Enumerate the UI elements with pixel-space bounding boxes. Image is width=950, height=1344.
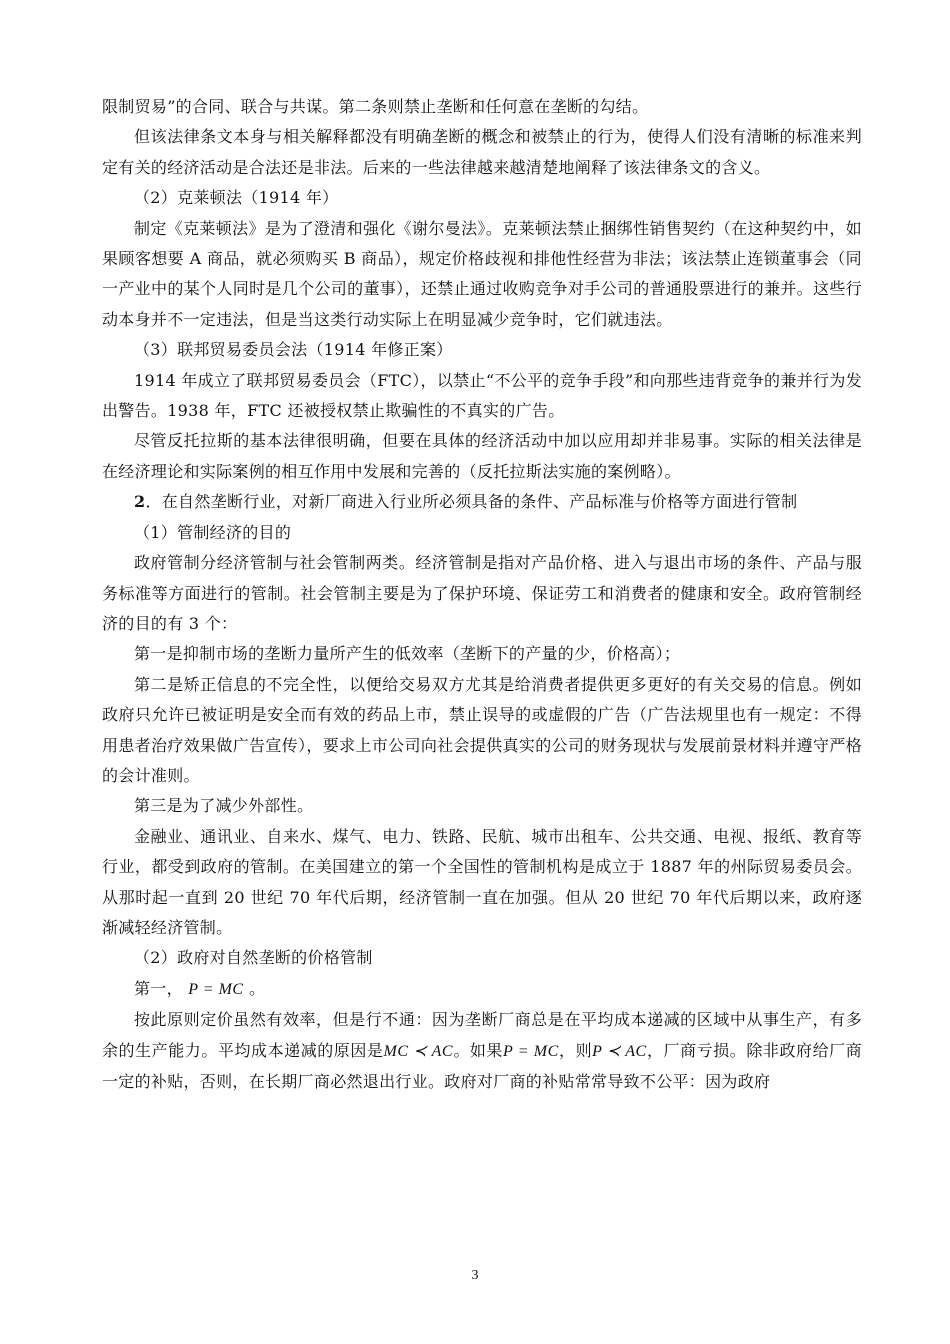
paragraph-ftc: 1914 年成立了联邦贸易委员会（FTC），以禁止“不公平的竞争手段”和向那些违背竞争的兼并行为发出警告。1938 年，FTC 还被授权禁止欺骗性的不真实的广告。 xyxy=(102,370,862,421)
page-number: 3 xyxy=(471,1268,479,1283)
explanation-text-4: ，厂商亏损。除非政府给厂商一定的补贴，否则，在长期厂商必然退出行业。政府对厂商的补贴常常导致不公平：因为政府 xyxy=(102,1040,862,1091)
paragraph-law-interpretation: 但该法律条文本身与相关解释都没有明确垄断的概念和被禁止的行为，使得人们没有清晰的标准来判定有关的经济活动是合法还是非法。后来的一些法律越来越清楚地阐释了该法律条文的含义。 xyxy=(102,127,862,177)
formula-mc-less-ac: MC ≺ AC xyxy=(383,1042,454,1060)
heading-price-regulation: （2）政府对自然垄断的价格管制 xyxy=(134,948,373,968)
paragraph-purpose-one: 第一是抑制市场的垄断力量所产生的低效率（垄断下的产量的少，价格高）； xyxy=(134,644,681,664)
heading-regulation-purpose: （1）管制经济的目的 xyxy=(134,522,292,542)
paragraph-first-rule xyxy=(102,974,862,1005)
formula-p-equals-mc-2: P = MC xyxy=(503,1042,559,1060)
formula-p-less-ac: P ≺ AC xyxy=(592,1042,647,1060)
explanation-text-1: 按此原则定价虽然有效率，但是行不通：因为垄断厂商总是在平均成本递减的区域中从事生产，有多余的生产能力。平均成本递减的原因是 xyxy=(102,1010,862,1060)
paragraph-purpose-two: 第二是矫正信息的不完全性，以便给交易双方尤其是给消费者提供更多更好的有关交易的信息。例如政府只允许已被证明是安全而有效的药品上市，禁止误导的或虚假的广告（广告法规里也有一规定：不得用患者治疗效果做广告宣传），要求上市公司向社会提供真实的公司的财务现状与发展前景材料并遵守严格的会计准则。 xyxy=(102,674,862,785)
section-heading-natural-monopoly xyxy=(102,487,862,517)
paragraph-antitrust-application: 尽管反托拉斯的基本法律很明确，但要在具体的经济活动中加以应用却并非易事。实际的相关法律是在经济理论和实际案例的相互作用中发展和完善的（反托拉斯法实施的案例略）。 xyxy=(102,431,862,481)
section-number-dot: ． xyxy=(145,492,162,512)
paragraph-purpose-three: 第三是为了减少外部性。 xyxy=(134,796,314,816)
paragraph-pricing-explanation xyxy=(102,1005,862,1097)
explanation-text-3: ，则 xyxy=(558,1040,593,1060)
heading-clayton-act: （2）克莱顿法（1914 年） xyxy=(134,188,339,208)
paragraph-clayton-act: 制定《克莱顿法》是为了澄清和强化《谢尔曼法》。克莱顿法禁止捆绑性销售契约（在这种契约中，如果顾客想要 A 商品，就必须购买 B 商品），规定价格歧视和排他性经营为非法；该法禁止连锁董事会（同一产业中的某个人同时是几个公司的董事），还禁止通过收购竞争对手公司的普通股票进行的兼并。这些行动本身并不一定违法，但是当这类行动实际上在明显减少竞争时，它们就违法。 xyxy=(102,218,862,329)
section-title: 在自然垄断行业，对新厂商进入行业所必须具备的条件、产品标准与价格等方面进行管制 xyxy=(161,492,798,512)
explanation-text-2: 。如果 xyxy=(453,1040,503,1060)
rule-lead: 第一， xyxy=(134,978,183,998)
paragraph-continuation: 限制贸易”的合同、联合与共谋。第二条则禁止垄断和任何意在垄断的勾结。 xyxy=(102,97,649,116)
rule-tail: 。 xyxy=(248,978,266,998)
section-number: 2 xyxy=(134,492,146,512)
paragraph-regulated-industries: 金融业、通讯业、自来水、煤气、电力、铁路、民航、城市出租车、公共交通、电视、报纸、教育等行业，都受到政府的管制。在美国建立的第一个全国性的管制机构是成立于 1887 年的州际贸易委员会。从那时起一直到 20 世纪 70 年代后期，经济管制一直在加强。但从 20 世纪 70 年代后期以来，政府逐渐减轻经济管制。 xyxy=(102,826,862,937)
page-body xyxy=(102,92,862,1097)
heading-ftc-act: （3）联邦贸易委员会法（1914 年修正案） xyxy=(134,340,453,360)
paragraph-regulation-types: 政府管制分经济管制与社会管制两类。经济管制是指对产品价格、进入与退出市场的条件、产品与服务标准等方面进行的管制。社会管制主要是为了保护环境、保证劳工和消费者的健康和安全。政府管制经济的目的有 3 个： xyxy=(102,553,862,633)
formula-p-equals-mc: P = MC xyxy=(188,980,244,998)
